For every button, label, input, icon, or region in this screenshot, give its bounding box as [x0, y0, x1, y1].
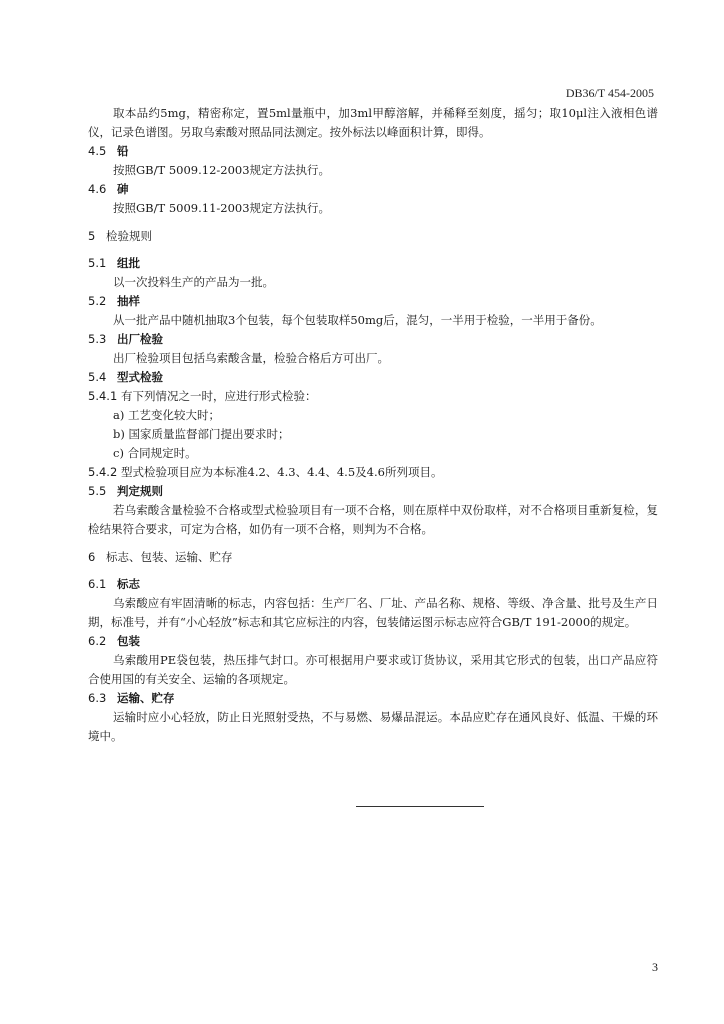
heading-6-3 [88, 689, 658, 708]
list-item-b: b) 国家质量监督部门提出要求时； [113, 427, 290, 441]
heading-5-1 [88, 254, 658, 273]
section-title: 标志、包装、运输、贮存 [106, 550, 233, 564]
heading-6-2 [88, 632, 658, 651]
section-title: 组批 [117, 256, 140, 270]
section-number: 6.1 [88, 577, 107, 591]
standard-code: DB36/T 454-2005 [565, 86, 654, 100]
paragraph-5-2: 从一批产品中随机抽取3个包装，每个包装取样50mg后，混匀，一半用于检验，一半用于备份。 [113, 313, 602, 327]
section-title: 包装 [117, 634, 140, 648]
heading-5-2 [88, 292, 658, 311]
section-title: 抽样 [117, 294, 140, 308]
section-title: 判定规则 [117, 484, 163, 498]
paragraph-4-5: 按照GB/T 5009.12-2003规定方法执行。 [113, 163, 331, 177]
paragraph-5-5: 若乌索酸含量检验不合格或型式检验项目有一项不合格，则在原样中双份取样，对不合格项目重新复检，复检结果符合要求，可定为合格，如仍有一项不合格，则判为不合格。 [88, 503, 658, 536]
section-number: 4.5 [88, 144, 107, 158]
section-number: 5.5 [88, 484, 107, 498]
paragraph-5-3: 出厂检验项目包括乌索酸含量，检验合格后方可出厂。 [113, 351, 389, 365]
paragraph-6-2: 乌索酸用PE袋包装，热压排气封口。亦可根据用户要求或订货协议，采用其它形式的包装，出口产品应符合使用国的有关安全、运输的各项规定。 [88, 653, 658, 686]
list-item-a: a) 工艺变化较大时； [113, 408, 220, 422]
section-title: 型式检验 [117, 370, 163, 384]
section-number: 6.3 [88, 691, 107, 705]
section-number: 5.2 [88, 294, 107, 308]
end-rule [356, 806, 484, 807]
section-title: 标志 [117, 577, 140, 591]
heading-5-5 [88, 482, 658, 501]
section-number: 6.2 [88, 634, 107, 648]
paragraph-6-3: 运输时应小心轻放，防止日光照射受热，不与易燃、易爆品混运。本品应贮存在通风良好、低温、干燥的环境中。 [88, 710, 658, 743]
section-number: 5.1 [88, 256, 107, 270]
heading-6-1 [88, 575, 658, 594]
section-number: 5.4 [88, 370, 107, 384]
heading-6 [88, 548, 658, 567]
clause-text: 有下列情况之一时，应进行形式检验： [121, 389, 317, 403]
heading-4-5 [88, 142, 658, 161]
section-number: 6 [88, 550, 96, 564]
clause-number: 5.4.1 [88, 389, 118, 403]
section-number: 4.6 [88, 182, 107, 196]
section-title: 检验规则 [106, 229, 152, 243]
paragraph-continued: 取本品约5mg，精密称定，置5ml量瓶中，加3ml甲醇溶解，并稀释至刻度，摇匀；取10μl注入液相色谱仪，记录色谱图。另取乌索酸对照品同法测定。按外标法以峰面积计算，即得。 [88, 106, 658, 139]
heading-4-6 [88, 180, 658, 199]
section-title: 铅 [117, 144, 129, 158]
section-title: 运输、贮存 [117, 691, 175, 705]
section-title: 出厂检验 [117, 332, 163, 346]
paragraph-5-1: 以一次投料生产的产品为一批。 [113, 275, 274, 289]
list-item-c: c) 合同规定时。 [113, 446, 197, 460]
section-number: 5.3 [88, 332, 107, 346]
section-number: 5 [88, 229, 96, 243]
heading-5-3 [88, 330, 658, 349]
clause-text: 型式检验项目应为本标准4.2、4.3、4.4、4.5及4.6所列项目。 [121, 465, 443, 479]
section-title: 砷 [117, 182, 129, 196]
clause-5-4-1 [88, 387, 658, 406]
heading-5-4 [88, 368, 658, 387]
paragraph-6-1: 乌索酸应有牢固清晰的标志，内容包括：生产厂名、厂址、产品名称、规格、等级、净含量、批号及生产日期，标准号，并有“小心轻放”标志和其它应标注的内容，包装储运图示标志应符合GB/T 191-2000的规定。 [88, 596, 658, 629]
paragraph-4-6: 按照GB/T 5009.11-2003规定方法执行。 [113, 201, 331, 215]
clause-number: 5.4.2 [88, 465, 118, 479]
page-number: 3 [652, 960, 658, 974]
clause-5-4-2 [88, 463, 658, 482]
heading-5 [88, 227, 658, 246]
page-content [88, 104, 658, 746]
